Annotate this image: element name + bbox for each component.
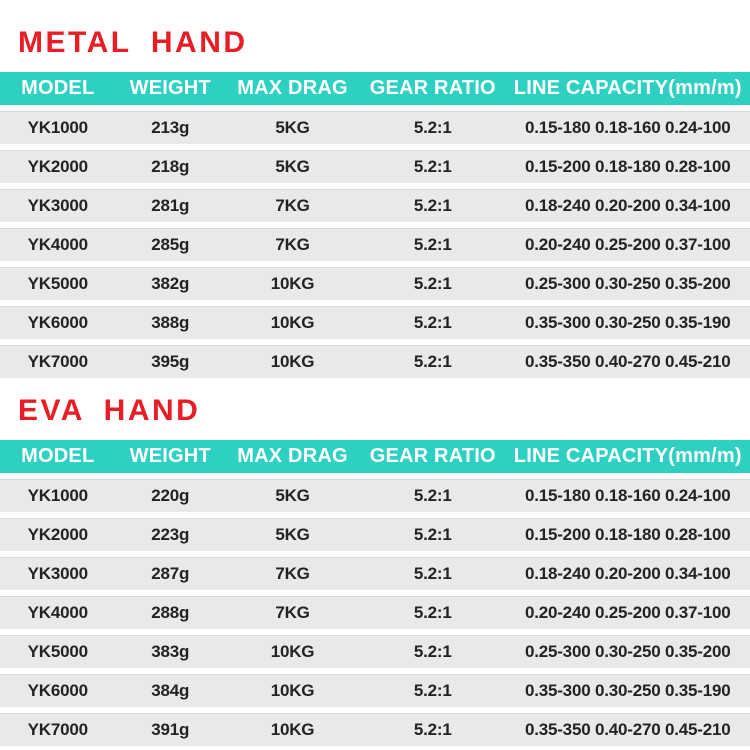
cell-model: YK4000 [27, 602, 88, 622]
cell-max-drag: 7KG [275, 602, 310, 622]
cell-max-drag: 10KG [270, 680, 315, 700]
table-body [0, 479, 750, 746]
cell-model: YK2000 [27, 524, 88, 544]
column-header-line-capacity: LINE CAPACITY(mm/m) [513, 445, 742, 467]
table-row [0, 635, 750, 668]
cell-gear-ratio: 5.2:1 [413, 117, 452, 137]
cell-gear-ratio: 5.2:1 [413, 351, 452, 371]
cell-gear-ratio: 5.2:1 [413, 485, 452, 505]
cell-line-capacity: 0.25-300 0.30-250 0.35-200 [524, 641, 731, 661]
cell-line-capacity: 0.15-180 0.18-160 0.24-100 [524, 117, 731, 137]
cell-weight: 287g [151, 563, 190, 583]
cell-weight: 384g [151, 680, 190, 700]
table-row [0, 479, 750, 512]
cell-gear-ratio: 5.2:1 [413, 602, 452, 622]
cell-weight: 223g [151, 524, 190, 544]
cell-max-drag: 10KG [270, 312, 315, 332]
table-row [0, 189, 750, 222]
cell-gear-ratio: 5.2:1 [413, 156, 452, 176]
column-header-max-drag: MAX DRAG [237, 445, 348, 467]
table-row [0, 267, 750, 300]
cell-max-drag: 10KG [270, 719, 315, 739]
cell-line-capacity: 0.15-200 0.18-180 0.28-100 [524, 524, 731, 544]
cell-gear-ratio: 5.2:1 [413, 234, 452, 254]
table-row [0, 345, 750, 378]
cell-max-drag: 10KG [270, 641, 315, 661]
cell-max-drag: 5KG [275, 117, 310, 137]
cell-line-capacity: 0.35-350 0.40-270 0.45-210 [524, 719, 731, 739]
cell-weight: 288g [151, 602, 190, 622]
cell-max-drag: 7KG [275, 195, 310, 215]
column-header-line-capacity: LINE CAPACITY(mm/m) [513, 77, 742, 99]
section-title-metal-hand: METAL HAND [18, 26, 248, 59]
cell-line-capacity: 0.18-240 0.20-200 0.34-100 [524, 195, 731, 215]
table-header-row [0, 440, 750, 473]
section-metal-hand [0, 26, 750, 378]
cell-weight: 218g [151, 156, 190, 176]
cell-gear-ratio: 5.2:1 [413, 524, 452, 544]
cell-line-capacity: 0.20-240 0.25-200 0.37-100 [524, 234, 731, 254]
section-title-eva-hand: EVA HAND [18, 394, 201, 427]
table-row [0, 111, 750, 144]
cell-weight: 388g [151, 312, 190, 332]
table-header-row [0, 72, 750, 105]
cell-model: YK4000 [27, 234, 88, 254]
column-header-gear-ratio: GEAR RATIO [369, 445, 496, 467]
cell-line-capacity: 0.35-350 0.40-270 0.45-210 [524, 351, 731, 371]
table-row [0, 518, 750, 551]
cell-line-capacity: 0.35-300 0.30-250 0.35-190 [524, 680, 731, 700]
cell-line-capacity: 0.15-180 0.18-160 0.24-100 [524, 485, 731, 505]
cell-model: YK1000 [27, 485, 88, 505]
cell-weight: 213g [151, 117, 190, 137]
cell-model: YK5000 [27, 273, 88, 293]
column-header-weight: WEIGHT [129, 445, 211, 467]
cell-max-drag: 5KG [275, 485, 310, 505]
cell-weight: 383g [151, 641, 190, 661]
column-header-weight: WEIGHT [129, 77, 211, 99]
cell-max-drag: 7KG [275, 563, 310, 583]
cell-max-drag: 5KG [275, 524, 310, 544]
cell-line-capacity: 0.25-300 0.30-250 0.35-200 [524, 273, 731, 293]
cell-line-capacity: 0.15-200 0.18-180 0.28-100 [524, 156, 731, 176]
cell-model: YK7000 [27, 719, 88, 739]
cell-weight: 220g [151, 485, 190, 505]
cell-model: YK3000 [27, 563, 88, 583]
cell-model: YK5000 [27, 641, 88, 661]
cell-model: YK6000 [27, 312, 88, 332]
cell-line-capacity: 0.20-240 0.25-200 0.37-100 [524, 602, 731, 622]
cell-model: YK3000 [27, 195, 88, 215]
column-header-max-drag: MAX DRAG [237, 77, 348, 99]
column-header-model: MODEL [21, 445, 95, 467]
cell-gear-ratio: 5.2:1 [413, 312, 452, 332]
cell-max-drag: 7KG [275, 234, 310, 254]
table-row [0, 674, 750, 707]
section-eva-hand [0, 394, 750, 746]
cell-line-capacity: 0.35-300 0.30-250 0.35-190 [524, 312, 731, 332]
cell-model: YK6000 [27, 680, 88, 700]
table-row [0, 596, 750, 629]
cell-weight: 391g [151, 719, 190, 739]
cell-model: YK2000 [27, 156, 88, 176]
cell-line-capacity: 0.18-240 0.20-200 0.34-100 [524, 563, 731, 583]
cell-weight: 382g [151, 273, 190, 293]
cell-gear-ratio: 5.2:1 [413, 641, 452, 661]
table-row [0, 713, 750, 746]
table-row [0, 150, 750, 183]
cell-max-drag: 10KG [270, 273, 315, 293]
cell-weight: 395g [151, 351, 190, 371]
table-body [0, 111, 750, 378]
cell-max-drag: 5KG [275, 156, 310, 176]
cell-model: YK1000 [27, 117, 88, 137]
cell-weight: 281g [151, 195, 190, 215]
cell-max-drag: 10KG [270, 351, 315, 371]
cell-gear-ratio: 5.2:1 [413, 719, 452, 739]
table-row [0, 306, 750, 339]
cell-gear-ratio: 5.2:1 [413, 273, 452, 293]
column-header-model: MODEL [21, 77, 95, 99]
cell-gear-ratio: 5.2:1 [413, 680, 452, 700]
table-row [0, 557, 750, 590]
cell-weight: 285g [151, 234, 190, 254]
cell-gear-ratio: 5.2:1 [413, 563, 452, 583]
cell-gear-ratio: 5.2:1 [413, 195, 452, 215]
table-row [0, 228, 750, 261]
column-header-gear-ratio: GEAR RATIO [369, 77, 496, 99]
cell-model: YK7000 [27, 351, 88, 371]
